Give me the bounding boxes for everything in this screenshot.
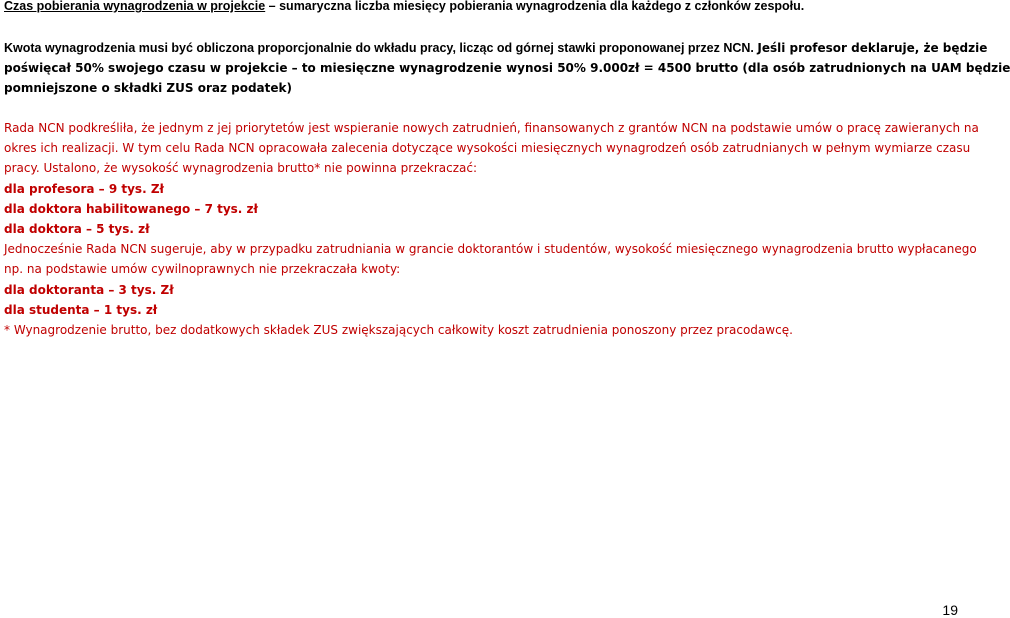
rec-item-doctor: dla doktora – 5 tys. zł: [4, 222, 150, 237]
stake-line-1a: Kwota wynagrodzenia musi być obliczona proporcjonalnie do wkładu pracy, licząc od górnej stawki proponowanej przez NCN.: [4, 41, 758, 55]
header-link[interactable]: Czas pobierania wynagrodzenia w projekcie: [4, 0, 266, 13]
rec2-item-student: dla studenta – 1 tys. zł: [4, 302, 158, 317]
header-line: [4, 0, 804, 16]
footnote: * Wynagrodzenie brutto, bez dodatkowych składek ZUS zwiększających całkowity koszt zatrudnienia ponoszony przez pracodawcę.: [4, 323, 793, 338]
rec-line-2: okres ich realizacji. W tym celu Rada NCN opracowała zalecenia dotyczące wysokości miesięcznych wynagrodzeń osób zatrudnianych w pełnym wymiarze czasu: [4, 141, 971, 156]
rec-item-professor: dla profesora – 9 tys. Zł: [4, 181, 164, 196]
rec2-line-2: np. na podstawie umów cywilnoprawnych nie przekraczała kwoty:: [4, 262, 401, 277]
stake-line-1: [4, 38, 988, 58]
stake-line-1b: Jeśli profesor deklaruje, że będzie: [757, 41, 988, 55]
stake-line-3: pomniejszone o składki ZUS oraz podatek): [4, 81, 292, 95]
ncn-recommendations: [4, 118, 979, 340]
stake-line-2: poświęcał 50% swojego czasu w projekcie – to miesięczne wynagrodzenie wynosi 50% 9.000zł = 4500 brutto (dla osób zatrudnionych na UAM będzie: [4, 61, 1010, 75]
rec2-item-phd-student: dla doktoranta – 3 tys. Zł: [4, 282, 174, 297]
stake-paragraph: [4, 38, 1010, 98]
page-number: 19: [942, 602, 958, 618]
rec2-line-1: Jednocześnie Rada NCN sugeruje, aby w przypadku zatrudniania w grancie doktorantów i studentów, wysokość miesięcznego wynagrodzenia brutto wypłacanego: [4, 242, 977, 257]
header-rest: – sumaryczna liczba miesięcy pobierania wynagrodzenia dla każdego z członków zespołu.: [265, 0, 805, 13]
rec-line-1: Rada NCN podkreśliła, że jednym z jej priorytetów jest wspieranie nowych zatrudnień, finansowanych z grantów NCN na podstawie umów o pracę zawieranych na: [4, 121, 979, 135]
rec-item-habilitated: dla doktora habilitowanego – 7 tys. zł: [4, 201, 258, 216]
rec-line-3: pracy. Ustalono, że wysokość wynagrodzenia brutto* nie powinna przekraczać:: [4, 161, 478, 176]
